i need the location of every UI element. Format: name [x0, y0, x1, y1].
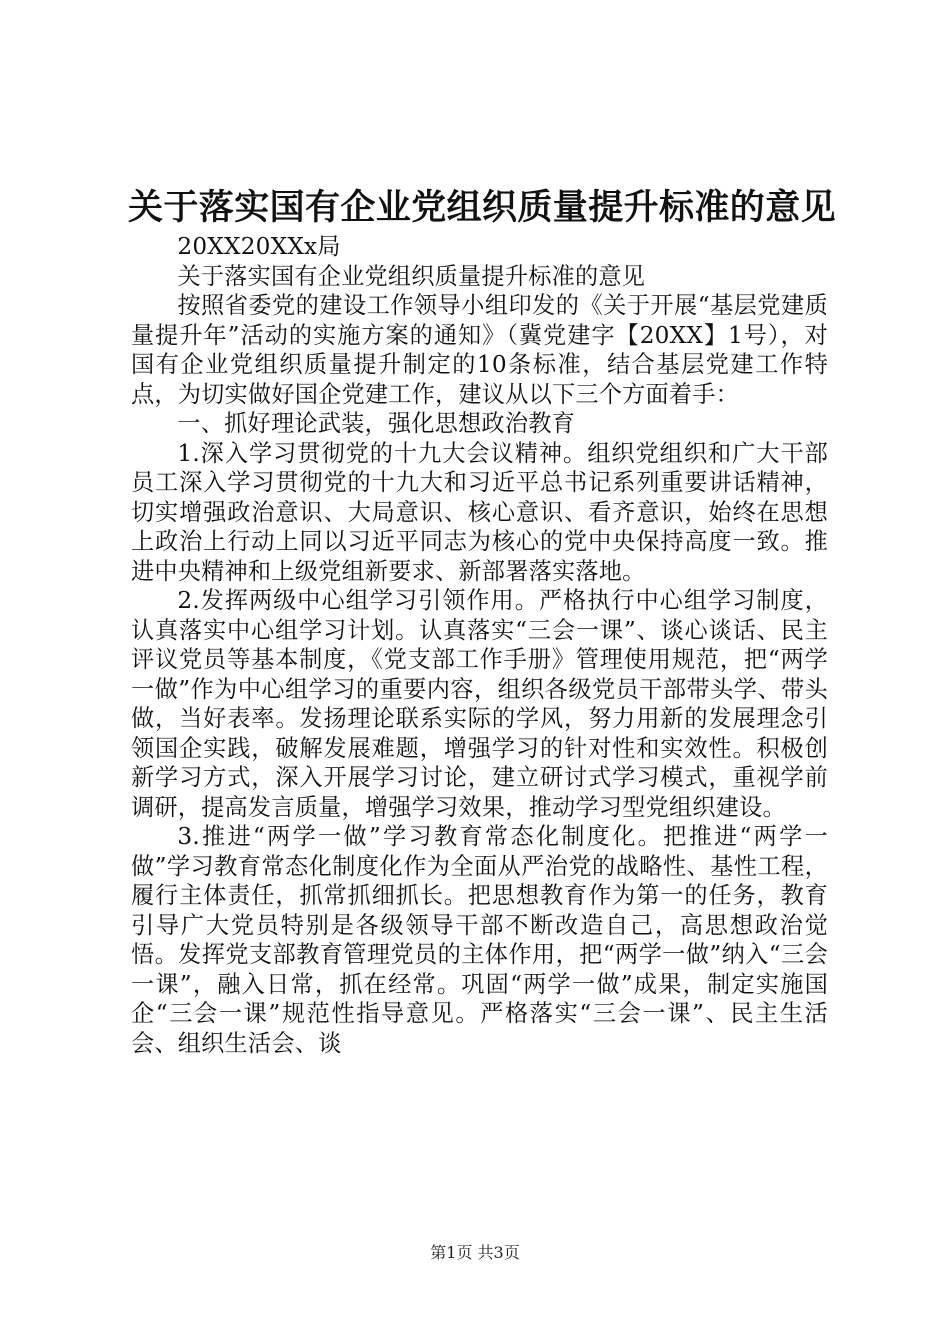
intro-paragraph: 按照省委党的建设工作领导小组印发的《关于开展“基层党建质量提升年”活动的实施方案的通知》（冀党建字【20XX】1号），对国有企业党组织质量提升制定的10条标准，结合基层党建工作特点，为切实做好国企党建工作，建议从以下三个方面着手：	[131, 292, 828, 408]
section-heading: 一、抓好理论武装，强化思想政治教育	[177, 410, 575, 437]
document-issuer: 20XX20XXx局	[177, 233, 341, 260]
document-subtitle: 关于落实国有企业党组织质量提升标准的意见	[177, 262, 646, 290]
body-paragraph: 1.深入学习贯彻党的十九大会议精神。组织党组织和广大干部员工深入学习贯彻党的十九大和习近平总书记系列重要讲话精神，切实增强政治意识、大局意识、核心意识、看齐意识，始终在思想上政治上行动上同以习近平同志为核心的党中央保持高度一致。推进中央精神和上级党组新要求、新部署落实落地。	[131, 439, 828, 585]
page-number: 第1页 共3页	[430, 1243, 520, 1262]
body-paragraph: 3.推进“两学一做”学习教育常态化制度化。把推进“两学一做”学习教育常态化制度化作为全面从严治党的战略性、基性工程，履行主体责任，抓常抓细抓长。把思想教育作为第一的任务，教育引导广大党员特别是各级领导干部不断改造自己，高思想政治觉悟。发挥党支部教育管理党员的主体作用，把“两学一做”纳入“三会一课”，融入日常，抓在经常。巩固“两学一做”成果，制定实施国企“三会一课”规范性指导意见。严格落实“三会一课”、民主生活会、组织生活会、谈	[131, 823, 828, 1057]
document-title: 关于落实国有企业党组织质量提升标准的意见	[128, 187, 837, 228]
document-body	[131, 232, 828, 1058]
body-paragraph: 2.发挥两级中心组学习引领作用。严格执行中心组学习制度，认真落实中心组学习计划。认真落实“三会一课”、谈心谈话、民主评议党员等基本制度，《党支部工作手册》管理使用规范，把“两学一做”作为中心组学习的重要内容，组织各级党员干部带头学、带头做，当好表率。发扬理论联系实际的学风，努力用新的发展理念引领国企实践，破解发展难题，增强学习的针对性和实效性。积极创新学习方式，深入开展学习讨论，建立研讨式学习模式，重视学前调研，提高发言质量，增强学习效果，推动学习型党组织建设。	[131, 587, 828, 821]
